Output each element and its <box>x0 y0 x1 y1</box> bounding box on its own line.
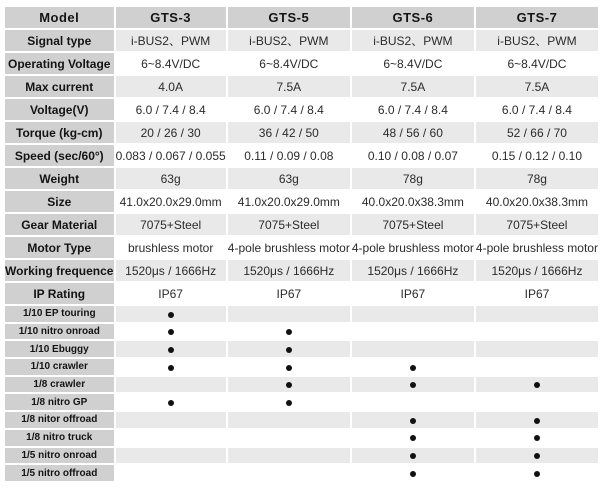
compatibility-cell <box>228 394 350 410</box>
spec-value: brushless motor <box>116 237 226 258</box>
model-header: GTS-3 <box>116 7 226 28</box>
compatibility-row <box>5 465 598 481</box>
spec-value: i-BUS2、PWM <box>228 30 350 51</box>
spec-value: 1520μs / 1666Hz <box>352 260 474 281</box>
vehicle-class-label: 1/10 EP touring <box>5 306 114 322</box>
spec-label: Operating Voltage <box>5 53 114 74</box>
spec-value: 63g <box>228 168 350 189</box>
compatibility-cell <box>228 306 350 322</box>
spec-value: 1520μs / 1666Hz <box>228 260 350 281</box>
compatibility-cell <box>228 430 350 446</box>
spec-value: 1520μs / 1666Hz <box>116 260 226 281</box>
spec-value: 7.5A <box>228 76 350 97</box>
bullet-dot-icon <box>410 418 416 424</box>
compatibility-cell <box>476 412 598 428</box>
bullet-dot-icon <box>410 365 416 371</box>
spec-value: 7075+Steel <box>476 214 598 235</box>
compatibility-cell <box>352 341 474 357</box>
spec-label: Max current <box>5 76 114 97</box>
bullet-dot-icon <box>534 453 540 459</box>
spec-value: 1520μs / 1666Hz <box>476 260 598 281</box>
vehicle-class-label: 1/5 nitro onroad <box>5 448 114 464</box>
spec-label: Torque (kg-cm) <box>5 122 114 143</box>
bullet-dot-icon <box>168 365 174 371</box>
bullet-dot-icon <box>410 382 416 388</box>
compatibility-row <box>5 306 598 322</box>
compatibility-cell <box>352 359 474 375</box>
vehicle-class-label: 1/10 crawler <box>5 359 114 375</box>
spec-value: 7.5A <box>352 76 474 97</box>
spec-label: Working frequence <box>5 260 114 281</box>
compatibility-row <box>5 359 598 375</box>
spec-value: 78g <box>476 168 598 189</box>
spec-row <box>5 53 598 74</box>
spec-value: 78g <box>352 168 474 189</box>
spec-value: 4-pole brushless motor <box>228 237 350 258</box>
vehicle-class-label: 1/8 nitro truck <box>5 430 114 446</box>
spec-value: 0.083 / 0.067 / 0.055 <box>116 145 226 166</box>
compatibility-row <box>5 394 598 410</box>
bullet-dot-icon <box>534 471 540 477</box>
spec-value: IP67 <box>352 283 474 304</box>
compatibility-row <box>5 341 598 357</box>
spec-value: 6.0 / 7.4 / 8.4 <box>352 99 474 120</box>
bullet-dot-icon <box>286 382 292 388</box>
bullet-dot-icon <box>168 400 174 406</box>
spec-value: 40.0x20.0x38.3mm <box>476 191 598 212</box>
spec-label: Motor Type <box>5 237 114 258</box>
compatibility-cell <box>116 306 226 322</box>
spec-value: 20 / 26 / 30 <box>116 122 226 143</box>
compatibility-cell <box>352 448 474 464</box>
vehicle-class-label: 1/5 nitro offroad <box>5 465 114 481</box>
spec-value: 6~8.4V/DC <box>352 53 474 74</box>
spec-value: 6~8.4V/DC <box>476 53 598 74</box>
compatibility-cell <box>352 324 474 340</box>
spec-value: 6~8.4V/DC <box>116 53 226 74</box>
spec-label: Voltage(V) <box>5 99 114 120</box>
compatibility-cell <box>476 430 598 446</box>
spec-value: i-BUS2、PWM <box>476 30 598 51</box>
bullet-dot-icon <box>410 471 416 477</box>
spec-value: 6.0 / 7.4 / 8.4 <box>476 99 598 120</box>
bullet-dot-icon <box>168 347 174 353</box>
spec-value: 4-pole brushless motor <box>476 237 598 258</box>
spec-value: IP67 <box>116 283 226 304</box>
compatibility-row <box>5 430 598 446</box>
compatibility-cell <box>476 306 598 322</box>
compatibility-cell <box>116 341 226 357</box>
spec-value: 4-pole brushless motor <box>352 237 474 258</box>
servo-spec-table <box>3 5 600 483</box>
spec-value: 36 / 42 / 50 <box>228 122 350 143</box>
compatibility-cell <box>228 341 350 357</box>
vehicle-class-label: 1/10 nitro onroad <box>5 324 114 340</box>
vehicle-class-label: 1/8 nitor offroad <box>5 412 114 428</box>
spec-value: 41.0x20.0x29.0mm <box>116 191 226 212</box>
spec-value: 7075+Steel <box>352 214 474 235</box>
bullet-dot-icon <box>286 400 292 406</box>
spec-row <box>5 191 598 212</box>
spec-row <box>5 237 598 258</box>
spec-row <box>5 260 598 281</box>
compatibility-cell <box>352 377 474 393</box>
spec-row <box>5 30 598 51</box>
spec-row <box>5 214 598 235</box>
spec-value: 7075+Steel <box>228 214 350 235</box>
bullet-dot-icon <box>286 329 292 335</box>
spec-value: 48 / 56 / 60 <box>352 122 474 143</box>
compatibility-cell <box>228 324 350 340</box>
compatibility-cell <box>352 465 474 481</box>
header-row <box>5 7 598 28</box>
spec-value: 63g <box>116 168 226 189</box>
compatibility-cell <box>476 448 598 464</box>
compatibility-cell <box>228 448 350 464</box>
compatibility-cell <box>116 412 226 428</box>
compatibility-row <box>5 377 598 393</box>
spec-value: 7.5A <box>476 76 598 97</box>
bullet-dot-icon <box>168 312 174 318</box>
compatibility-cell <box>228 359 350 375</box>
spec-value: 6~8.4V/DC <box>228 53 350 74</box>
bullet-dot-icon <box>534 435 540 441</box>
spec-value: 0.11 / 0.09 / 0.08 <box>228 145 350 166</box>
bullet-dot-icon <box>410 435 416 441</box>
bullet-dot-icon <box>534 382 540 388</box>
spec-table-body <box>5 7 598 481</box>
compatibility-cell <box>116 394 226 410</box>
compatibility-cell <box>116 324 226 340</box>
compatibility-cell <box>116 448 226 464</box>
spec-value: 40.0x20.0x38.3mm <box>352 191 474 212</box>
compatibility-cell <box>476 324 598 340</box>
bullet-dot-icon <box>286 347 292 353</box>
spec-row <box>5 145 598 166</box>
spec-label: Size <box>5 191 114 212</box>
compatibility-cell <box>476 359 598 375</box>
spec-label: Gear Material <box>5 214 114 235</box>
compatibility-cell <box>352 412 474 428</box>
spec-label: Speed (sec/60°) <box>5 145 114 166</box>
compatibility-cell <box>116 430 226 446</box>
bullet-dot-icon <box>534 418 540 424</box>
bullet-dot-icon <box>286 365 292 371</box>
compatibility-row <box>5 324 598 340</box>
compatibility-cell <box>116 465 226 481</box>
compatibility-cell <box>476 377 598 393</box>
compatibility-row <box>5 412 598 428</box>
spec-value: IP67 <box>476 283 598 304</box>
compatibility-row <box>5 448 598 464</box>
compatibility-cell <box>476 394 598 410</box>
spec-row <box>5 168 598 189</box>
spec-row <box>5 283 598 304</box>
model-header: GTS-7 <box>476 7 598 28</box>
spec-label: IP Rating <box>5 283 114 304</box>
spec-value: 0.15 / 0.12 / 0.10 <box>476 145 598 166</box>
compatibility-cell <box>476 341 598 357</box>
model-header: GTS-5 <box>228 7 350 28</box>
spec-label: Signal type <box>5 30 114 51</box>
bullet-dot-icon <box>168 329 174 335</box>
spec-value: 6.0 / 7.4 / 8.4 <box>228 99 350 120</box>
model-header: GTS-6 <box>352 7 474 28</box>
spec-value: 7075+Steel <box>116 214 226 235</box>
spec-value: 52 / 66 / 70 <box>476 122 598 143</box>
vehicle-class-label: 1/8 nitro GP <box>5 394 114 410</box>
spec-value: 0.10 / 0.08 / 0.07 <box>352 145 474 166</box>
header-label: Model <box>5 7 114 28</box>
compatibility-cell <box>228 412 350 428</box>
compatibility-cell <box>352 394 474 410</box>
bullet-dot-icon <box>410 453 416 459</box>
spec-value: 4.0A <box>116 76 226 97</box>
compatibility-cell <box>352 430 474 446</box>
spec-value: IP67 <box>228 283 350 304</box>
compatibility-cell <box>116 359 226 375</box>
spec-row <box>5 76 598 97</box>
spec-row <box>5 122 598 143</box>
vehicle-class-label: 1/8 crawler <box>5 377 114 393</box>
spec-value: i-BUS2、PWM <box>116 30 226 51</box>
compatibility-cell <box>228 465 350 481</box>
spec-row <box>5 99 598 120</box>
compatibility-cell <box>352 306 474 322</box>
spec-value: i-BUS2、PWM <box>352 30 474 51</box>
spec-label: Weight <box>5 168 114 189</box>
spec-value: 41.0x20.0x29.0mm <box>228 191 350 212</box>
vehicle-class-label: 1/10 Ebuggy <box>5 341 114 357</box>
compatibility-cell <box>116 377 226 393</box>
compatibility-cell <box>228 377 350 393</box>
compatibility-cell <box>476 465 598 481</box>
spec-value: 6.0 / 7.4 / 8.4 <box>116 99 226 120</box>
